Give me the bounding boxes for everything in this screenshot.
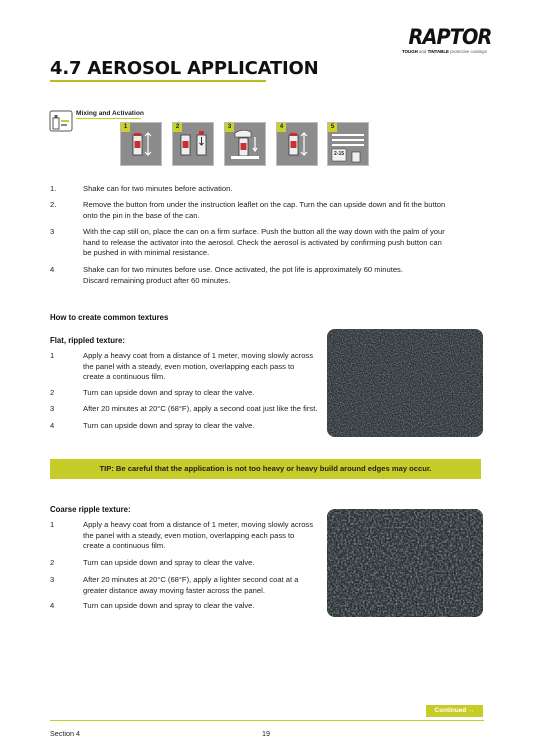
- step-text: After 20 minutes at 20°C (68°F), apply a second coat just like the first.: [83, 404, 318, 413]
- step-number: 3: [50, 575, 55, 584]
- mixing-step-5: [327, 122, 369, 166]
- textures-heading: How to create common textures: [50, 313, 169, 322]
- step-number: 1: [50, 351, 55, 360]
- instruction-number: 2.: [50, 200, 57, 209]
- step-text: Apply a heavy coat from a distance of 1 meter, moving slowly across the panel with a steady, even motion, overlapping each pass to create a continuous film.: [83, 351, 314, 382]
- logo-tag-strong: TOUGH: [402, 49, 418, 54]
- instruction-number: 3: [50, 227, 55, 236]
- instruction-text: Remove the button from under the instruction leaflet on the cap. Turn the can upside down and fit the button onto the pin in the base of the can.: [83, 200, 446, 220]
- step-text: Apply a heavy coat from a distance of 1 meter, moving slowly across the panel with a steady, even motion, overlapping each pass to create a continuous film.: [83, 520, 314, 551]
- page-title: 4.7 AEROSOL APPLICATION: [50, 58, 319, 79]
- flat-texture-heading: Flat, rippled texture:: [50, 336, 125, 345]
- step-number: 2: [50, 388, 55, 397]
- tip-banner: TIP: Be careful that the application is not too heavy or heavy build around edges may occur.: [50, 459, 481, 479]
- step-text: After 20 minutes at 20°C (68°F), apply a lighter second coat at a greater distance away moving faster across the panel.: [83, 575, 299, 595]
- step-text: Turn can upside down and spray to clear the valve.: [83, 388, 255, 397]
- step-text: Turn can upside down and spray to clear the valve.: [83, 601, 255, 610]
- mixing-step-1: [120, 122, 162, 166]
- step-number: 5: [328, 123, 337, 132]
- step-text: Turn can upside down and spray to clear the valve.: [83, 558, 255, 567]
- logo-tag-and: and: [419, 49, 427, 54]
- instruction-text: Shake can for two minutes before activation.: [83, 184, 233, 193]
- spray-can-icon: [49, 110, 73, 132]
- coarse-texture-heading: Coarse ripple texture:: [50, 505, 131, 514]
- mixing-label: Mixing and Activation: [76, 110, 144, 117]
- footer-divider: [50, 720, 484, 721]
- coarse-texture-photo: [327, 509, 483, 617]
- step-text: Turn can upside down and spray to clear the valve.: [83, 421, 255, 430]
- raptor-logo: [402, 25, 492, 54]
- timer-label: 2-15: [334, 151, 345, 157]
- instruction-text: With the cap still on, place the can on a firm surface. Push the button all the way down with the palm of your hand to release the activator into the aerosol. Check the aerosol is activated by confirming push button can be pushed in with minimal resistance.: [83, 227, 445, 258]
- mixing-step-2: [172, 122, 214, 166]
- step-number: 2: [173, 123, 182, 132]
- instruction-text: Shake can for two minutes before use. Once activated, the pot life is approximately 60 minutes. Discard remaining product after 60 minutes.: [83, 265, 403, 285]
- logo-tag-strong2: TINTABLE: [427, 49, 449, 54]
- logo-tagline: [402, 49, 487, 54]
- mixing-step-3: [224, 122, 266, 166]
- instruction-number: 4: [50, 265, 55, 274]
- instruction-number: 1.: [50, 184, 57, 193]
- step-number: 1: [50, 520, 55, 529]
- flat-texture-photo: [327, 329, 483, 437]
- mixing-step-4: [276, 122, 318, 166]
- title-underline: [50, 80, 266, 82]
- step-number: 4: [50, 601, 55, 610]
- footer-section-label: Section 4: [50, 729, 80, 738]
- continued-button[interactable]: Continued →: [426, 705, 483, 717]
- step-number: 4: [50, 421, 55, 430]
- mixing-underline: [76, 118, 141, 119]
- page-number: 19: [262, 729, 270, 738]
- logo-tag-rest: protective coatings: [450, 49, 487, 54]
- step-number: 2: [50, 558, 55, 567]
- step-number: 3: [50, 404, 55, 413]
- step-number: 4: [277, 123, 286, 132]
- step-number: 3: [225, 123, 234, 132]
- step-number: 1: [121, 123, 130, 132]
- logo-wordmark: RAPTOR: [408, 25, 492, 49]
